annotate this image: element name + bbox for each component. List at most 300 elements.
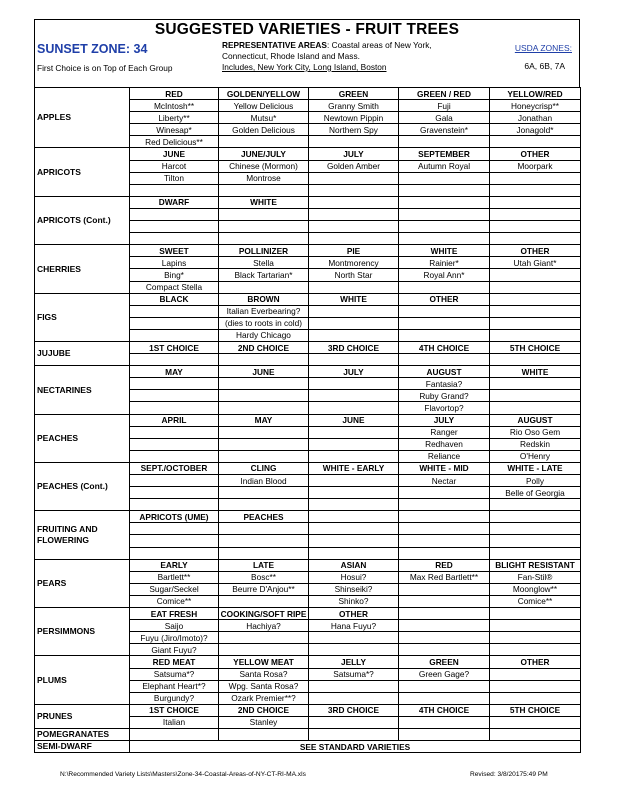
variety-cell: Satsuma*? [309,668,399,680]
variety-cell [399,644,490,656]
rep-areas-line2: Connecticut, Rhode Island and Mass. [222,51,360,61]
variety-cell [490,269,581,281]
variety-cell [309,716,399,728]
fruit-category-label: PEACHES (Cont.) [35,462,130,510]
fruit-category-label: SEMI-DWARF [35,741,130,753]
variety-cell [309,281,399,293]
variety-cell: Royal Ann* [399,269,490,281]
variety-cell [309,329,399,341]
column-header-cell: 1ST CHOICE [130,704,219,716]
table-row [35,88,581,100]
fruit-category-label: NECTARINES [35,366,130,414]
page-title: SUGGESTED VARIETIES - FRUIT TREES [154,21,460,38]
variety-cell: Beurre D'Anjou** [219,583,309,595]
variety-cell: Satsuma*? [130,668,219,680]
variety-cell: Bing* [130,269,219,281]
footer-revised: Revised: 3/8/20175:49 PM [470,771,548,778]
column-header-cell: BROWN [219,293,309,305]
variety-cell [490,716,581,728]
variety-cell: Jonagold* [490,124,581,136]
variety-cell [309,499,399,511]
variety-cell [130,438,219,450]
variety-cell [309,172,399,184]
variety-cell [399,680,490,692]
variety-cell [309,438,399,450]
variety-cell [399,305,490,317]
rep-areas-label: REPRESENTATIVE AREAS [222,40,327,50]
variety-cell [309,728,399,740]
column-header-cell: JUNE [309,414,399,426]
variety-cell: Stanley [219,716,309,728]
variety-cell [399,692,490,704]
column-header-cell [399,196,490,208]
variety-cell: Moorpark [490,160,581,172]
column-header-cell: OTHER [490,245,581,257]
variety-cell: Gravenstein* [399,124,490,136]
variety-cell [490,402,581,414]
variety-cell: Polly [490,475,581,487]
variety-cell [130,487,219,499]
variety-cell [490,305,581,317]
variety-cell: Harcot [130,160,219,172]
table-row [35,559,581,571]
variety-cell: Comice** [490,595,581,607]
variety-cell: Comice** [130,595,219,607]
variety-cell [309,475,399,487]
variety-cell: Autumn Royal [399,160,490,172]
variety-cell [399,595,490,607]
variety-cell: Gala [399,112,490,124]
variety-cell [309,547,399,559]
variety-cell: Hardy Chicago [219,329,309,341]
variety-cell: Golden Delicious [219,124,309,136]
column-header-cell: JUNE [219,366,309,378]
variety-cell [309,305,399,317]
variety-cell: Northern Spy [309,124,399,136]
variety-cell: Lapins [130,257,219,269]
variety-cell [219,499,309,511]
variety-cell: Indian Blood [219,475,309,487]
variety-cell [309,692,399,704]
variety-cell [399,632,490,644]
variety-cell [399,583,490,595]
variety-cell: Ruby Grand? [399,390,490,402]
column-header-cell [490,608,581,620]
column-header-cell: SEPT./OCTOBER [130,462,219,474]
fruit-category-label: APRICOTS (Cont.) [35,196,130,244]
variety-cell [130,523,219,535]
see-standard-note: SEE STANDARD VARIETIES [130,741,581,753]
variety-cell [399,208,490,220]
variety-cell [309,208,399,220]
variety-cell [490,221,581,233]
table-row [35,728,581,740]
table-row [35,293,581,305]
column-header-cell: GREEN [399,656,490,668]
variety-cell [130,329,219,341]
variety-cell: Belle of Georgia [490,487,581,499]
fruit-category-label: PLUMS [35,656,130,704]
variety-cell [309,487,399,499]
column-header-cell: WHITE [399,245,490,257]
column-header-cell: YELLOW MEAT [219,656,309,668]
variety-cell [309,378,399,390]
variety-cell: Stella [219,257,309,269]
variety-cell: Shinko? [309,595,399,607]
variety-cell: Flavortop? [399,402,490,414]
variety-cell [219,450,309,462]
variety-cell: Saijo [130,620,219,632]
variety-cell [490,390,581,402]
variety-cell [309,317,399,329]
variety-cell: Redskin [490,438,581,450]
column-header-cell: WHITE [219,196,309,208]
sheet-header [34,19,580,87]
first-choice-note: First Choice is on Top of Each Group [37,63,173,73]
footer-file-path: N:\Recommended Variety Lists\Masters\Zone-34-Coastal-Areas-of-NY-CT-RI-MA.xls [60,771,306,778]
column-header-cell: JUNE [130,148,219,160]
variety-cell: Newtown Pippin [309,112,399,124]
variety-cell: Reliance [399,450,490,462]
variety-cell [309,184,399,196]
column-header-cell: APRIL [130,414,219,426]
column-header-cell: SWEET [130,245,219,257]
variety-cell [219,281,309,293]
column-header-cell: ASIAN [309,559,399,571]
column-header-cell: AUGUST [490,414,581,426]
variety-cell [130,535,219,547]
column-header-cell: 2ND CHOICE [219,704,309,716]
variety-cell [490,184,581,196]
variety-cell: Rio Oso Gem [490,426,581,438]
variety-cell [309,644,399,656]
column-header-cell: MAY [219,414,309,426]
column-header-cell: OTHER [490,148,581,160]
variety-cell: (dies to roots in cold) [219,317,309,329]
variety-cell: Max Red Bartlett** [399,571,490,583]
column-header-cell: 3RD CHOICE [309,704,399,716]
column-header-cell [490,511,581,523]
column-header-cell: DWARF [130,196,219,208]
variety-cell [399,172,490,184]
variety-cell: Ozark Premier**? [219,692,309,704]
column-header-cell: RED MEAT [130,656,219,668]
variety-cell [309,136,399,148]
variety-cell: Hana Fuyu? [309,620,399,632]
variety-cell [130,378,219,390]
column-header-cell: WHITE [309,293,399,305]
variety-cell [219,535,309,547]
variety-cell: Shinseiki? [309,583,399,595]
variety-cell [309,450,399,462]
column-header-cell: 2ND CHOICE [219,341,309,353]
variety-cell [490,233,581,245]
variety-cell [130,390,219,402]
variety-cell [130,354,219,366]
column-header-cell: PIE [309,245,399,257]
table-row [35,196,581,208]
variety-cell [219,184,309,196]
variety-cell: Winesap* [130,124,219,136]
variety-cell [490,208,581,220]
fruit-category-label: CHERRIES [35,245,130,293]
variety-cell [219,233,309,245]
variety-cell: Liberty** [130,112,219,124]
variety-cell: Elephant Heart*? [130,680,219,692]
variety-cell [490,354,581,366]
fruit-category-label: JUJUBE [35,341,130,365]
variety-cell [490,172,581,184]
variety-cell: Montmorency [309,257,399,269]
variety-cell [219,390,309,402]
variety-cell [399,221,490,233]
variety-cell: Sugar/Seckel [130,583,219,595]
column-header-cell: 5TH CHOICE [490,341,581,353]
variety-cell [219,402,309,414]
variety-cell [490,329,581,341]
variety-cell [130,426,219,438]
variety-cell: Golden Amber [309,160,399,172]
column-header-cell: JULY [309,366,399,378]
variety-cell: Honeycrisp** [490,100,581,112]
table-row [35,148,581,160]
table-row [35,656,581,668]
variety-cell: North Star [309,269,399,281]
table-row [35,741,581,753]
variety-cell [219,547,309,559]
variety-cell [490,620,581,632]
column-header-cell: WHITE - EARLY [309,462,399,474]
variety-cell: Montrose [219,172,309,184]
variety-cell: Burgundy? [130,692,219,704]
variety-cell: Moonglow** [490,583,581,595]
column-header-cell: EARLY [130,559,219,571]
variety-cell: Bosc** [219,571,309,583]
variety-cell [130,221,219,233]
variety-cell: Compact Stella [130,281,219,293]
variety-cell: Rainier* [399,257,490,269]
variety-cell: Italian Everbearing? [219,305,309,317]
column-header-cell: WHITE - MID [399,462,490,474]
fruit-category-label: PEARS [35,559,130,607]
column-header-cell: APRICOTS (UME) [130,511,219,523]
variety-cell: Utah Giant* [490,257,581,269]
column-header-cell: OTHER [399,293,490,305]
fruit-category-label: APPLES [35,88,130,148]
table-row [35,462,581,474]
column-header-cell: CLING [219,462,309,474]
variety-cell [309,233,399,245]
variety-cell: McIntosh** [130,100,219,112]
variety-cell [130,305,219,317]
column-header-cell: BLIGHT RESISTANT [490,559,581,571]
variety-cell [399,728,490,740]
variety-cell [490,535,581,547]
column-header-cell [399,511,490,523]
column-header-cell: COOKING/SOFT RIPE [219,608,309,620]
variety-cell [219,378,309,390]
variety-cell [399,317,490,329]
variety-cell [309,402,399,414]
column-header-cell: BLACK [130,293,219,305]
variety-cell [399,184,490,196]
variety-cell [399,281,490,293]
table-row [35,341,581,353]
column-header-cell: OTHER [309,608,399,620]
fruit-category-label: PRUNES [35,704,130,728]
variety-cell [130,475,219,487]
variety-cell: Mutsu* [219,112,309,124]
variety-cell [399,487,490,499]
variety-cell [219,208,309,220]
variety-cell [130,450,219,462]
variety-cell [490,668,581,680]
column-header-cell [309,511,399,523]
variety-cell: Tilton [130,172,219,184]
variety-cell: Black Tartarian* [219,269,309,281]
table-row [35,414,581,426]
variety-cell [399,716,490,728]
variety-cell [399,233,490,245]
column-header-cell: LATE [219,559,309,571]
table-row [35,511,581,523]
variety-cell [219,354,309,366]
variety-table [34,87,581,753]
column-header-cell: 4TH CHOICE [399,704,490,716]
variety-cell [490,644,581,656]
variety-cell [219,523,309,535]
variety-cell [490,281,581,293]
column-header-cell: OTHER [490,656,581,668]
variety-cell: Hachiya? [219,620,309,632]
variety-cell [219,221,309,233]
variety-cell [490,680,581,692]
column-header-cell: RED [130,88,219,100]
column-header-cell: JULY [399,414,490,426]
sunset-zone-label: SUNSET ZONE: 34 [37,42,148,56]
variety-cell: Bartlett** [130,571,219,583]
column-header-cell: AUGUST [399,366,490,378]
rep-areas-line3: Includes, New York City, Long Island, Boston [222,62,387,72]
variety-cell: Italian [130,716,219,728]
variety-cell: Wpg. Santa Rosa? [219,680,309,692]
variety-cell: Santa Rosa? [219,668,309,680]
column-header-cell: WHITE - LATE [490,462,581,474]
variety-cell [130,547,219,559]
variety-cell: Fantasia? [399,378,490,390]
representative-areas [222,40,498,73]
rep-areas-line1: : Coastal areas of New York, [326,40,432,50]
variety-cell [490,523,581,535]
variety-cell [490,499,581,511]
variety-cell [399,354,490,366]
variety-cell: Yellow Delicious [219,100,309,112]
fruit-category-label: PERSIMMONS [35,608,130,656]
column-header-cell: MAY [130,366,219,378]
variety-cell: Fuji [399,100,490,112]
fruit-category-label: PEACHES [35,414,130,462]
column-header-cell: YELLOW/RED [490,88,581,100]
column-header-cell: 5TH CHOICE [490,704,581,716]
variety-cell [219,728,309,740]
variety-cell [130,317,219,329]
column-header-cell: GOLDEN/YELLOW [219,88,309,100]
table-row [35,608,581,620]
variety-cell [130,728,219,740]
variety-cell [309,354,399,366]
variety-cell [490,632,581,644]
variety-cell [130,233,219,245]
variety-cell [490,692,581,704]
variety-cell [309,221,399,233]
table-row [35,245,581,257]
column-header-cell: 3RD CHOICE [309,341,399,353]
variety-cell: Jonathan [490,112,581,124]
variety-cell [219,595,309,607]
variety-cell [130,208,219,220]
variety-cell [309,680,399,692]
variety-cell: Redhaven [399,438,490,450]
column-header-cell: EAT FRESH [130,608,219,620]
column-header-cell [399,608,490,620]
column-header-cell: 4TH CHOICE [399,341,490,353]
variety-cell [490,136,581,148]
column-header-cell: JELLY [309,656,399,668]
variety-cell [490,728,581,740]
variety-cell [399,499,490,511]
variety-sheet [34,19,580,753]
variety-cell [399,329,490,341]
fruit-category-label: POMEGRANATES [35,728,130,740]
variety-cell [490,317,581,329]
column-header-cell: JULY [309,148,399,160]
table-row [35,704,581,716]
variety-cell [219,632,309,644]
variety-cell: Green Gage? [399,668,490,680]
variety-cell [309,426,399,438]
column-header-cell: WHITE [490,366,581,378]
column-header-cell: GREEN [309,88,399,100]
variety-cell [309,535,399,547]
variety-cell [399,136,490,148]
variety-cell [309,390,399,402]
variety-cell [309,523,399,535]
column-header-cell: 1ST CHOICE [130,341,219,353]
variety-cell [219,426,309,438]
variety-cell [490,547,581,559]
variety-cell [309,632,399,644]
variety-cell [219,136,309,148]
variety-cell [219,644,309,656]
variety-cell: Hosui? [309,571,399,583]
variety-cell: O'Henry [490,450,581,462]
column-header-cell: GREEN / RED [399,88,490,100]
column-header-cell: POLLINIZER [219,245,309,257]
variety-cell [130,184,219,196]
table-row [35,366,581,378]
column-header-cell: RED [399,559,490,571]
fruit-category-label: FRUITING AND FLOWERING [35,511,130,559]
usda-zones-link[interactable]: USDA ZONES: [514,43,572,53]
column-header-cell: PEACHES [219,511,309,523]
variety-cell: Nectar [399,475,490,487]
variety-cell: Red Delicious** [130,136,219,148]
variety-cell [399,535,490,547]
variety-cell: Ranger [399,426,490,438]
variety-cell: Giant Fuyu? [130,644,219,656]
variety-cell [130,499,219,511]
column-header-cell: JUNE/JULY [219,148,309,160]
